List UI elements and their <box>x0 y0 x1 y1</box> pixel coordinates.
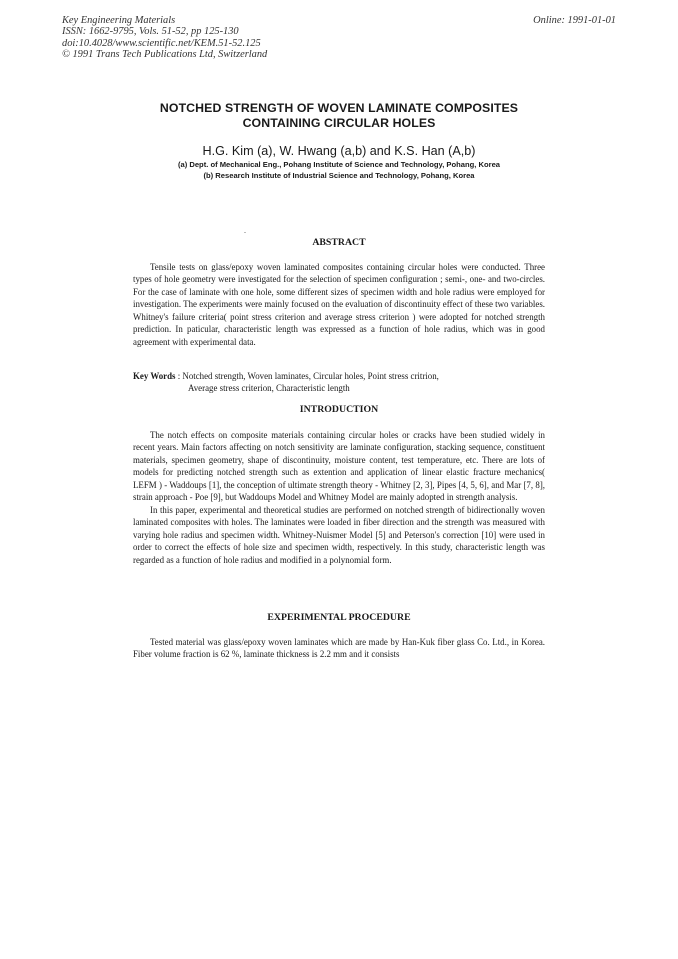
introduction-body <box>133 429 545 566</box>
online-date: Online: 1991-01-01 <box>533 15 616 26</box>
issn-line: ISSN: 1662-9795, Vols. 51-52, pp 125-130 <box>62 26 239 38</box>
introduction-heading: INTRODUCTION <box>299 404 379 415</box>
scan-speck <box>244 232 246 233</box>
affiliations <box>0 160 678 181</box>
title-line-1: NOTCHED STRENGTH OF WOVEN LAMINATE COMPOSITES <box>159 101 519 115</box>
keywords-line-1: Notched strength, Woven laminates, Circular holes, Point stress critrion, <box>182 371 439 381</box>
keywords-label: Key Words <box>133 371 176 381</box>
publication-info <box>62 15 267 61</box>
experimental-body <box>133 636 545 661</box>
journal-name: Key Engineering Materials <box>62 15 176 26</box>
author-list: H.G. Kim (a), W. Hwang (a,b) and K.S. Han (A,b) <box>202 144 476 158</box>
experimental-paragraph-1: Tested material was glass/epoxy woven laminates which are made by Han-Kuk fiber glass Co. Ltd., in Korea. Fiber volume fraction is 62 %, laminate thickness is 2.2 mm and it consists <box>133 637 545 660</box>
doi-line: doi:10.4028/www.scientific.net/KEM.51-52.125 <box>62 37 261 49</box>
paper-title <box>0 101 678 131</box>
affiliation-a: (a) Dept. of Mechanical Eng., Pohang Institute of Science and Technology, Pohang, Korea <box>177 160 501 169</box>
abstract-heading: ABSTRACT <box>312 237 366 248</box>
introduction-paragraph-1: The notch effects on composite materials containing circular holes or cracks have been studied widely in recent years. Main factors affecting on notch sensitivity are laminate configuration, stacking sequence, constituent materials, specimen geometry, shape of discontinuity, moisture content, test temperature, etc. There are lots of models for predicting notched strength such as extention and application of linear elastic fracture mechanics( LEFM ) - Waddoups [1], the conception of ultimate strength theory - Whitney [2, 3], Pipes [4, 5, 6], and Mar [7, 8], strain approach - Poe [9], but Waddoups Model and Whitney Model are mainly adopted in strength analysis. <box>133 430 545 503</box>
introduction-paragraph-2: In this paper, experimental and theoretical studies are performed on notched strength of bidirectionally woven laminated composites with holes. The laminates were loaded in fiber direction and the strength was measured with varying hole radius and specimen width. Whitney-Nuismer Model [5] and Peterson's correction [10] were used in order to correct the effects of hole size and specimen width, respectively. In this study, characteristic length was regarded as a function of hole radius and modified in a polynomial form. <box>133 504 545 565</box>
title-line-2: CONTAINING CIRCULAR HOLES <box>242 116 436 130</box>
keywords: Key Words : Notched strength, Woven laminates, Circular holes, Point stress critrion, Average stress criterion, Characteristic length <box>133 370 545 395</box>
experimental-heading: EXPERIMENTAL PROCEDURE <box>267 612 411 623</box>
affiliation-b: (b) Research Institute of Industrial Science and Technology, Pohang, Korea <box>203 170 475 180</box>
abstract-body <box>133 261 545 348</box>
abstract-text: Tensile tests on glass/epoxy woven laminated composites containing circular holes were conducted. Three types of hole geometry were investigated for the selection of specimen configuration ; semi-, one- and two-circles. For the case of laminate with one hole, some different sizes of specimen width and hole radius were employed for investigation. The experiments were mainly focused on the evaluation of discontinuity effect of these two variables. Whitney's failure criteria( point stress criterion and average stress criterion ) were adopted for notched strength prediction. In paticular, characteristic length was expressed as a function of hole radius, which was in good agreement with experimental data. <box>133 262 545 347</box>
keywords-line-2: Average stress criterion, Characteristic length <box>188 383 350 394</box>
copyright-line: © 1991 Trans Tech Publications Ltd, Switzerland <box>62 49 268 61</box>
